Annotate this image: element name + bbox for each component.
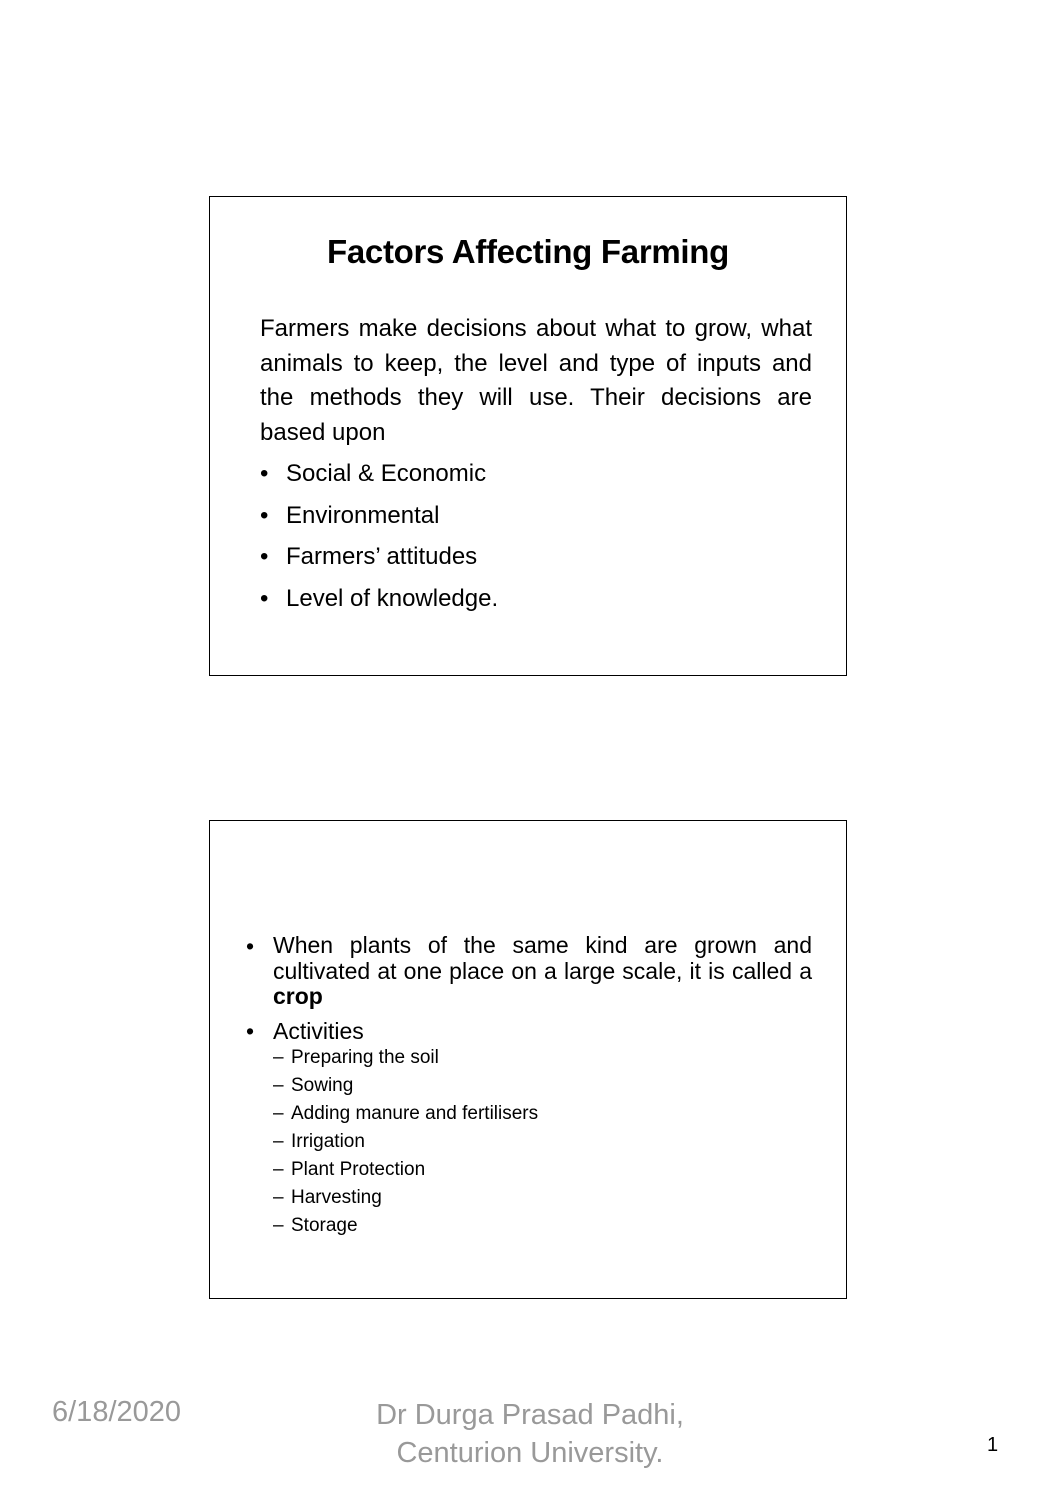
factors-list — [260, 453, 498, 619]
sublist-item-label: Harvesting — [291, 1186, 382, 1208]
sublist-item — [273, 1184, 812, 1212]
list-item-label: Level of knowledge. — [286, 584, 499, 612]
sublist-item-label: Plant Protection — [291, 1158, 426, 1180]
crop-definition — [273, 933, 812, 1010]
sublist-item-label: Preparing the soil — [291, 1046, 439, 1068]
list-item — [246, 1018, 812, 1240]
footer-author — [330, 1396, 730, 1472]
bullet-icon: • — [260, 584, 269, 612]
activities-sublist — [273, 1044, 812, 1240]
bullet-icon: • — [246, 1017, 255, 1044]
dash-icon: – — [273, 1046, 284, 1068]
list-item-label: Social & Economic — [286, 460, 487, 487]
crop-definition-text: When plants of the same kind are grown and cultivated at one place on a large scale, it is called a — [273, 932, 812, 984]
sublist-item-label: Irrigation — [291, 1130, 365, 1152]
sublist-item-label: Sowing — [291, 1074, 354, 1096]
footer-date: 6/18/2020 — [52, 1396, 182, 1428]
bullet-icon: • — [260, 543, 269, 570]
page-number: 1 — [987, 1434, 999, 1456]
list-item — [260, 453, 498, 495]
crop-keyword: crop — [273, 983, 323, 1009]
list-item — [260, 578, 498, 620]
activities-label: Activities — [273, 1017, 364, 1044]
bullet-icon: • — [260, 460, 269, 487]
crop-list — [246, 933, 812, 1240]
author-name: Dr Durga Prasad Padhi, — [376, 1399, 684, 1431]
bullet-icon: • — [260, 501, 269, 529]
sublist-item — [273, 1212, 812, 1240]
slide-factors-affecting-farming — [209, 196, 847, 676]
dash-icon: – — [273, 1186, 284, 1208]
dash-icon: – — [273, 1214, 284, 1236]
list-item — [260, 495, 498, 537]
sublist-item — [273, 1044, 812, 1072]
sublist-item — [273, 1128, 812, 1156]
bullet-icon: • — [246, 933, 255, 959]
list-item-label: Farmers’ attitudes — [286, 543, 478, 570]
author-affiliation: Centurion University. — [396, 1437, 664, 1469]
list-item-label: Environmental — [286, 501, 440, 529]
dash-icon: – — [273, 1074, 284, 1096]
sublist-item — [273, 1156, 812, 1184]
slide-title: Factors Affecting Farming — [327, 233, 729, 270]
slide-crop-activities — [209, 820, 847, 1299]
dash-icon: – — [273, 1158, 284, 1180]
sublist-item — [273, 1072, 812, 1100]
sublist-item-label: Adding manure and fertilisers — [291, 1102, 539, 1124]
sublist-item-label: Storage — [291, 1214, 358, 1236]
list-item — [246, 933, 812, 1010]
list-item — [260, 536, 498, 578]
intro-paragraph: Farmers make decisions about what to grow, what animals to keep, the level and type of inputs and the methods they will use. Their decisions are based upon — [260, 315, 812, 446]
dash-icon: – — [273, 1130, 284, 1152]
sublist-item — [273, 1100, 812, 1128]
dash-icon: – — [273, 1102, 284, 1124]
